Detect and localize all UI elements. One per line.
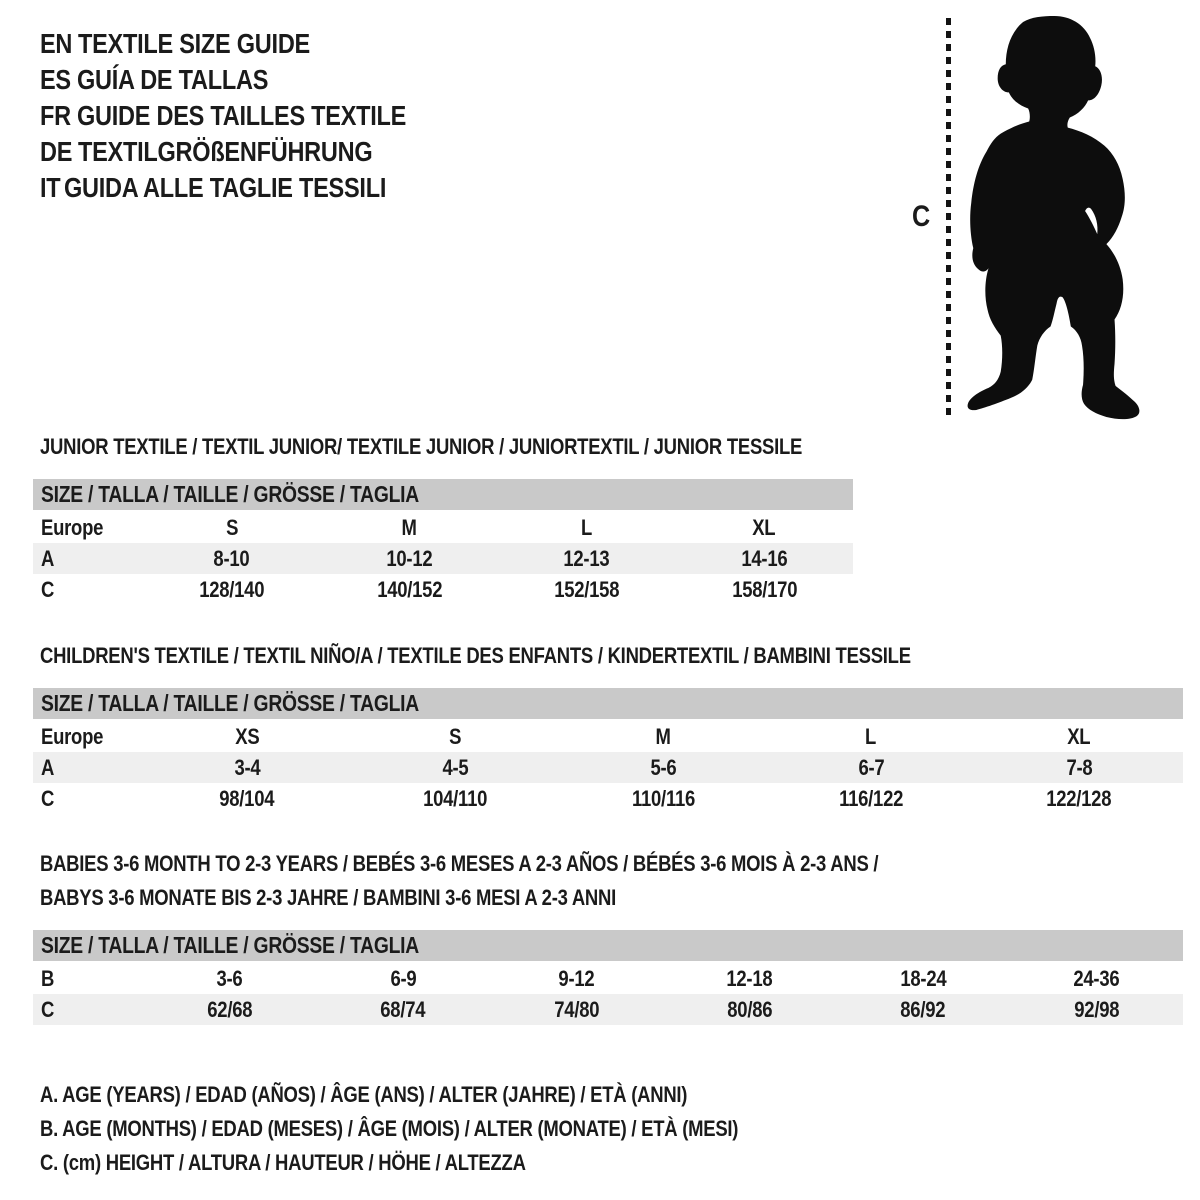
table-cell-text: XL bbox=[752, 514, 776, 540]
section-title-line bbox=[40, 881, 1183, 915]
table-cell bbox=[975, 724, 1183, 750]
language-code-text: EN bbox=[40, 28, 73, 59]
table-size-header-text: SIZE / TALLA / TAILLE / GRÖSSE / TAGLIA bbox=[41, 690, 419, 716]
toddler-silhouette-image bbox=[956, 12, 1144, 422]
table-size-header bbox=[33, 688, 1183, 719]
language-code bbox=[40, 136, 78, 167]
table-cell-text: 14-16 bbox=[741, 545, 788, 571]
language-code-text: FR bbox=[40, 100, 71, 131]
table-cell bbox=[143, 786, 351, 812]
section-title bbox=[40, 847, 1183, 915]
language-title bbox=[77, 64, 305, 95]
table-cell-text: 122/128 bbox=[1046, 785, 1112, 811]
table-cell bbox=[663, 966, 836, 992]
table-cell-text: 8-10 bbox=[213, 545, 250, 571]
language-title bbox=[78, 28, 354, 59]
language-code bbox=[40, 64, 77, 95]
table-cell-text: 80/86 bbox=[727, 996, 773, 1022]
table-cell bbox=[321, 546, 499, 572]
section-title-line-text: JUNIOR TEXTILE / TEXTIL JUNIOR/ TEXTILE JUNIOR / JUNIORTEXTIL / JUNIOR TESSILE bbox=[40, 434, 803, 459]
footnote-line-c bbox=[40, 1146, 871, 1180]
table-size-header bbox=[33, 930, 1183, 961]
table-cell-text: 3-6 bbox=[216, 965, 243, 991]
table-cell-text: 12-13 bbox=[563, 545, 610, 571]
table-cell-text: 116/122 bbox=[838, 785, 904, 811]
language-title-text: GUIDA ALLE TAGLIE TESSILI bbox=[64, 172, 387, 203]
table-cell bbox=[351, 786, 559, 812]
language-code-text: IT bbox=[40, 172, 61, 203]
language-row-es bbox=[40, 62, 469, 98]
table-row-c bbox=[33, 994, 1183, 1025]
table-cell bbox=[559, 786, 767, 812]
size-guide-section-babies bbox=[33, 847, 1183, 1025]
table-cell-text: 12-18 bbox=[726, 965, 773, 991]
table-cell bbox=[676, 577, 854, 603]
table-cell bbox=[836, 997, 1009, 1023]
row-label-text: C bbox=[41, 996, 55, 1022]
toddler-silhouette-path bbox=[968, 16, 1140, 419]
table-row-europe bbox=[33, 721, 1183, 752]
table-cell-text: 62/68 bbox=[207, 996, 253, 1022]
footnote-line-a-text: A. AGE (YEARS) / EDAD (AÑOS) / ÂGE (ANS) / ALTER (JAHRE) / ETÀ (ANNI) bbox=[40, 1082, 688, 1107]
table-size-header bbox=[33, 479, 853, 510]
footnote-line-c-text: C. (cm) HEIGHT / ALTURA / HAUTEUR / HÖHE / ALTEZZA bbox=[40, 1150, 526, 1175]
table-row-c bbox=[33, 783, 1183, 814]
table-cell-text: M bbox=[401, 514, 417, 540]
table-cell bbox=[767, 755, 975, 781]
language-title bbox=[78, 136, 429, 167]
row-label-text: Europe bbox=[41, 514, 104, 540]
table-cell bbox=[321, 515, 499, 541]
language-title-list bbox=[40, 26, 469, 206]
row-label-text: A bbox=[41, 545, 55, 571]
language-title-text: TEXTILGRÖßENFÜHRUNG bbox=[78, 136, 373, 167]
language-code-text: ES bbox=[40, 64, 71, 95]
language-title-text: GUIDE DES TAILLES TEXTILE bbox=[76, 100, 406, 131]
language-code bbox=[40, 28, 78, 59]
section-title bbox=[40, 430, 853, 464]
section-title-line bbox=[40, 639, 1183, 673]
table-cell-text: L bbox=[581, 514, 593, 540]
row-label bbox=[33, 515, 143, 541]
language-title-text: GUÍA DE TALLAS bbox=[76, 64, 268, 95]
section-title-line bbox=[40, 847, 1183, 881]
table-cell-text: 128/140 bbox=[199, 576, 265, 602]
row-label bbox=[33, 966, 143, 992]
table-cell bbox=[836, 966, 1009, 992]
table-cell bbox=[975, 786, 1183, 812]
table-cell-text: 152/158 bbox=[554, 576, 620, 602]
section-title bbox=[40, 639, 1183, 673]
row-label-text: C bbox=[41, 576, 55, 602]
table-row-europe bbox=[33, 512, 853, 543]
language-row-fr bbox=[40, 98, 469, 134]
table-row-a bbox=[33, 752, 1183, 783]
table-cell-text: 68/74 bbox=[380, 996, 426, 1022]
measure-c-label: C bbox=[912, 200, 930, 233]
section-title-line bbox=[40, 430, 853, 464]
row-label bbox=[33, 786, 143, 812]
table-row-a bbox=[33, 543, 853, 574]
table-size-header-text: SIZE / TALLA / TAILLE / GRÖSSE / TAGLIA bbox=[41, 932, 419, 958]
table-cell bbox=[351, 724, 559, 750]
table-cell-text: 7-8 bbox=[1066, 754, 1092, 780]
table-cell bbox=[767, 786, 975, 812]
table-size-header-text: SIZE / TALLA / TAILLE / GRÖSSE / TAGLIA bbox=[41, 481, 419, 507]
table-cell-text: S bbox=[225, 514, 238, 540]
language-title bbox=[64, 172, 447, 203]
table-cell-text: 6-9 bbox=[390, 965, 416, 991]
table-cell bbox=[143, 515, 321, 541]
table-cell-text: 98/104 bbox=[219, 785, 275, 811]
measure-c-label-wrap bbox=[912, 200, 933, 234]
language-code-text: DE bbox=[40, 136, 73, 167]
row-label bbox=[33, 546, 143, 572]
table-cell bbox=[143, 577, 321, 603]
language-code bbox=[40, 100, 77, 131]
table-cell-text: 9-12 bbox=[558, 965, 595, 991]
table-cell-text: 18-24 bbox=[899, 965, 946, 991]
section-title-line-text: BABIES 3-6 MONTH TO 2-3 YEARS / BEBÉS 3-6 MESES A 2-3 AÑOS / BÉBÉS 3-6 MOIS À 2-3 ANS / bbox=[40, 851, 879, 876]
table-cell bbox=[321, 577, 499, 603]
table-cell bbox=[767, 724, 975, 750]
row-label-text: A bbox=[41, 754, 55, 780]
height-measure-dashed-line bbox=[946, 18, 951, 415]
row-label bbox=[33, 577, 143, 603]
table-cell bbox=[498, 515, 676, 541]
table-cell bbox=[1010, 997, 1183, 1023]
language-row-de bbox=[40, 134, 469, 170]
table-cell-text: S bbox=[448, 723, 462, 749]
language-row-en bbox=[40, 26, 469, 62]
table-cell bbox=[498, 546, 676, 572]
table-cell bbox=[559, 755, 767, 781]
table-cell bbox=[663, 997, 836, 1023]
table-row-b bbox=[33, 963, 1183, 994]
table-cell bbox=[498, 577, 676, 603]
footnote-line-a bbox=[40, 1078, 871, 1112]
table-cell bbox=[316, 966, 489, 992]
table-cell bbox=[143, 724, 351, 750]
table-cell bbox=[490, 997, 663, 1023]
table-cell-text: 140/152 bbox=[376, 576, 442, 602]
table-cell bbox=[143, 546, 321, 572]
section-title-line-text: CHILDREN'S TEXTILE / TEXTIL NIÑO/A / TEXTILE DES ENFANTS / KINDERTEXTIL / BAMBINI TESSILE bbox=[40, 643, 911, 668]
section-title-line-text: BABYS 3-6 MONATE BIS 2-3 JAHRE / BAMBINI 3-6 MESI A 2-3 ANNI bbox=[40, 885, 616, 910]
table-cell-text: 110/116 bbox=[631, 785, 695, 811]
table-cell-text: 92/98 bbox=[1073, 996, 1119, 1022]
size-guide-section-children bbox=[33, 639, 1183, 814]
footnote-legend bbox=[40, 1078, 871, 1180]
table-cell bbox=[1010, 966, 1183, 992]
table-cell-text: L bbox=[865, 723, 877, 749]
table-cell-text: 6-7 bbox=[858, 754, 884, 780]
table-cell-text: 3-4 bbox=[234, 754, 260, 780]
language-code bbox=[40, 172, 64, 203]
table-cell-text: XS bbox=[234, 723, 260, 749]
table-cell-text: 74/80 bbox=[553, 996, 599, 1022]
table-cell-text: 104/110 bbox=[422, 785, 488, 811]
footnote-line-b-text: B. AGE (MONTHS) / EDAD (MESES) / ÂGE (MOIS) / ALTER (MONATE) / ETÀ (MESI) bbox=[40, 1116, 739, 1141]
table-cell-text: XL bbox=[1067, 723, 1091, 749]
row-label-text: C bbox=[41, 785, 55, 811]
table-cell-text: 24-36 bbox=[1073, 965, 1120, 991]
table-cell-text: 10-12 bbox=[386, 545, 433, 571]
table-cell bbox=[490, 966, 663, 992]
table-cell-text: 86/92 bbox=[900, 996, 946, 1022]
footnote-line-b bbox=[40, 1112, 871, 1146]
table-cell bbox=[975, 755, 1183, 781]
row-label bbox=[33, 724, 143, 750]
size-guide-section-junior bbox=[33, 430, 853, 605]
table-cell-text: 5-6 bbox=[650, 754, 676, 780]
table-cell-text: M bbox=[655, 723, 671, 749]
table-cell-text: 4-5 bbox=[442, 754, 468, 780]
table-cell-text: 158/170 bbox=[731, 576, 797, 602]
language-title-text: TEXTILE SIZE GUIDE bbox=[78, 28, 311, 59]
row-label-text: B bbox=[41, 965, 55, 991]
table-row-c bbox=[33, 574, 853, 605]
row-label-text: Europe bbox=[41, 723, 104, 749]
table-cell bbox=[316, 997, 489, 1023]
table-cell bbox=[559, 724, 767, 750]
language-row-it bbox=[40, 170, 469, 206]
row-label bbox=[33, 755, 143, 781]
table-cell bbox=[143, 966, 316, 992]
language-title bbox=[77, 100, 469, 131]
row-label bbox=[33, 997, 143, 1023]
table-cell bbox=[143, 755, 351, 781]
table-cell bbox=[676, 515, 854, 541]
table-cell bbox=[351, 755, 559, 781]
table-cell bbox=[676, 546, 854, 572]
table-cell bbox=[143, 997, 316, 1023]
